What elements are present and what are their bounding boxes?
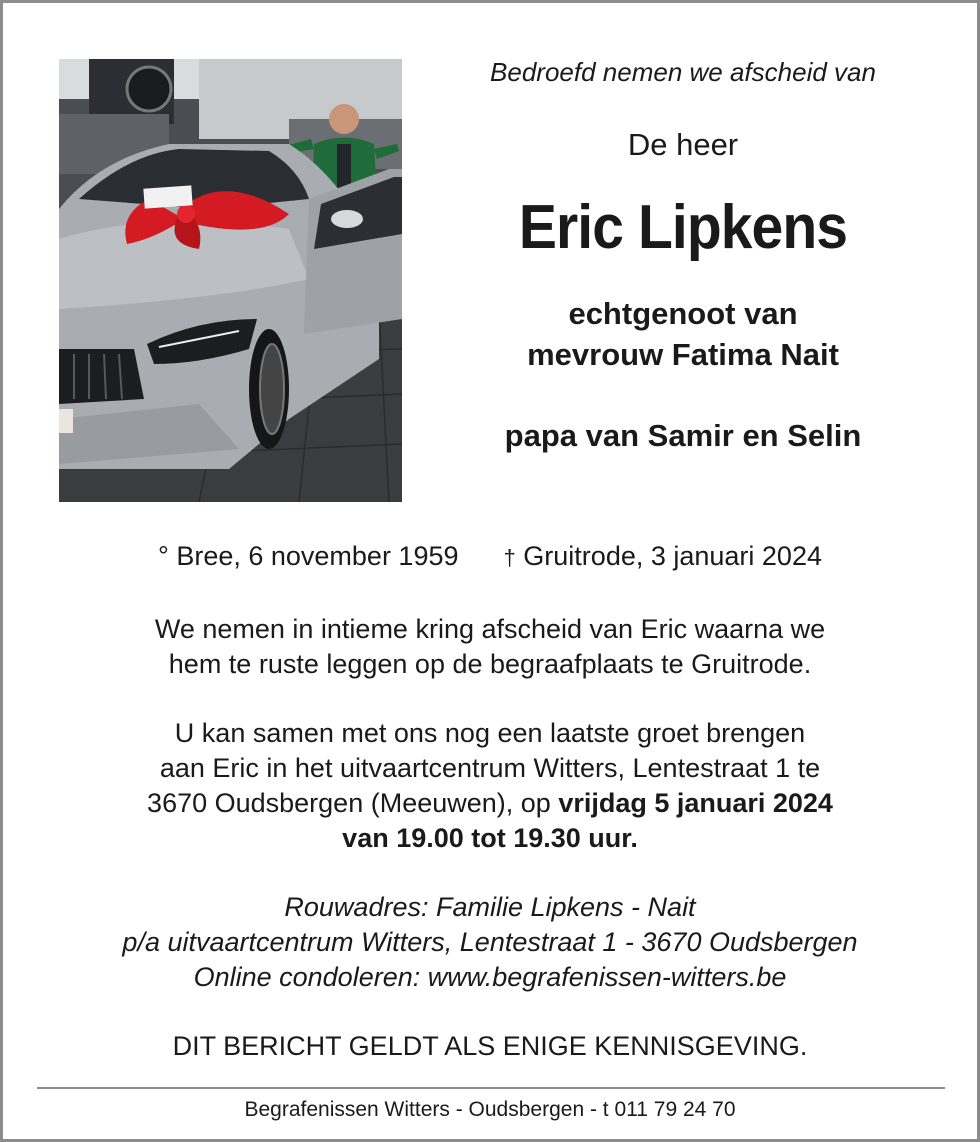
official-notice: DIT BERICHT GELDT ALS ENIGE KENNISGEVING. (172, 1031, 808, 1061)
funeral-home-footer: Begrafenissen Witters - Oudsbergen - t 011 79 24 70 (244, 1098, 736, 1121)
portrait-photo-illustration (59, 59, 402, 502)
birth-date: ° Bree, 6 november 1959 (158, 541, 459, 571)
portrait-photo (59, 59, 402, 502)
intro-line: Bedroefd nemen we afscheid van (490, 57, 876, 87)
life-dates (3, 539, 977, 575)
mourning-address: Rouwadres: Familie Lipkens - Nait (284, 892, 696, 922)
visit-time: van 19.00 tot 19.30 uur. (342, 823, 638, 853)
death-date: Gruitrode, 3 januari 2024 (523, 541, 822, 571)
relation-spouse-label: echtgenoot van (568, 296, 798, 331)
online-condolence-link[interactable]: Online condoleren: www.begrafenissen-witters.be (193, 962, 787, 992)
visit-line-1: U kan samen met ons nog een laatste groet brengen (174, 718, 806, 748)
visit-line-3 (3, 786, 977, 821)
honorific-title: De heer (627, 127, 739, 162)
visit-line-2: aan Eric in het uitvaartcentrum Witters, Lentestraat 1 te (159, 753, 821, 783)
mourning-address-detail: p/a uitvaartcentrum Witters, Lentestraat 1 - 3670 Oudsbergen (122, 927, 858, 957)
deceased-name: Eric Lipkens (518, 193, 848, 262)
footer-divider (37, 1087, 945, 1089)
farewell-line-2: hem te ruste leggen op de begraafplaats te Gruitrode. (168, 649, 812, 679)
relation-children: papa van Samir en Selin (504, 418, 862, 453)
obituary-body (3, 539, 977, 1064)
relation-spouse-name: mevrouw Fatima Nait (527, 337, 839, 372)
visit-date: vrijdag 5 januari 2024 (558, 788, 833, 818)
visit-location: 3670 Oudsbergen (Meeuwen), op (147, 788, 559, 818)
cross-icon: † (503, 545, 516, 570)
farewell-line-1: We nemen in intieme kring afscheid van Eric waarna we (154, 614, 826, 644)
obituary-header (403, 55, 963, 456)
